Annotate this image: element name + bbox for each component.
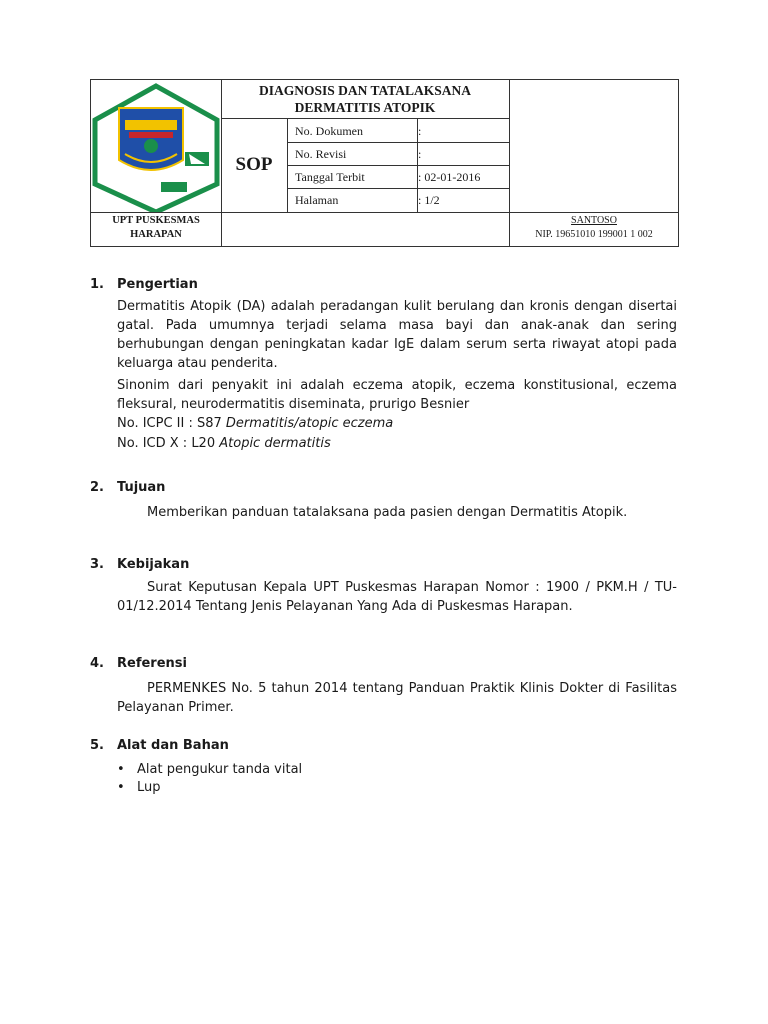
sop-label: SOP [235, 154, 273, 175]
icd-prefix: No. ICD X : L20 [117, 436, 220, 451]
list-item [117, 762, 302, 777]
section-title: Pengertian [117, 277, 198, 292]
icpc-prefix: No. ICPC II : S87 [117, 416, 226, 431]
signer-block [509, 214, 679, 242]
section-number: 2. [90, 480, 104, 495]
icd-name: Atopic dermatitis [219, 436, 331, 451]
section-number: 4. [90, 656, 104, 671]
table-divider [287, 165, 509, 166]
paragraph: Memberikan panduan tatalaksana pada pasien dengan Dermatitis Atopik. [147, 505, 628, 520]
table-divider [91, 212, 678, 213]
org-line-1: UPT PUSKESMAS [112, 215, 200, 226]
section-heading-alat-dan-bahan [90, 738, 229, 753]
paragraph: Surat Keputusan Kepala UPT Puskesmas Harapan Nomor : 1900 / PKM.H / TU-01/12.2014 Tentang Jenis Pelayanan Yang Ada di Puskesmas Harapan. [117, 580, 677, 614]
list-item-text: Lup [137, 780, 161, 795]
org-line-2: HARAPAN [130, 229, 182, 240]
section-number: 5. [90, 738, 104, 753]
icd-code [117, 434, 677, 453]
organization-name [91, 214, 221, 242]
puskesmas-logo [91, 80, 221, 212]
paragraph: PERMENKES No. 5 tahun 2014 tentang Panduan Praktik Klinis Dokter di Fasilitas Pelayanan Primer. [117, 681, 677, 715]
section-heading-referensi [90, 656, 187, 671]
section-number: 1. [90, 277, 104, 292]
meta-value: : 02-01-2016 [418, 170, 481, 184]
document-title [221, 80, 509, 118]
meta-label: Halaman [295, 193, 339, 207]
signer-name: SANTOSO [571, 215, 617, 226]
meta-label: No. Revisi [295, 147, 347, 161]
paragraph: Sinonim dari penyakit ini adalah eczema atopik, eczema konstitusional, eczema fleksural, neurodermatitis diseminata, prurigo Besnier [117, 378, 677, 412]
icpc-code [117, 414, 677, 433]
icpc-name: Dermatitis/atopic eczema [225, 416, 394, 431]
table-divider [287, 142, 509, 143]
bullet-icon: • [117, 780, 125, 795]
sop-header-table [90, 79, 679, 247]
meta-value: : 1/2 [418, 193, 440, 207]
section-title: Referensi [117, 656, 187, 671]
meta-label: Tanggal Terbit [295, 170, 365, 184]
section-title: Tujuan [117, 480, 166, 495]
meta-value: : [418, 147, 422, 161]
section-heading-pengertian [90, 277, 198, 292]
list-item [117, 780, 161, 795]
title-line-2: DERMATITIS ATOPIK [294, 100, 436, 115]
bullet-icon: • [117, 762, 125, 777]
section-title: Kebijakan [117, 557, 190, 572]
section-heading-tujuan [90, 480, 165, 495]
title-line-1: DIAGNOSIS DAN TATALAKSANA [258, 83, 472, 98]
list-item-text: Alat pengukur tanda vital [137, 762, 303, 777]
paragraph: Dermatitis Atopik (DA) adalah peradangan kulit berulang dan kronis dengan disertai gatal. Pada umumnya terjadi selama masa bayi dan anak-anak dan sering berhubungan dengan peningkatan kadar IgE dalam serum serta riwayat atopi pada keluarga atau penderita. [117, 299, 677, 371]
meta-value: : [418, 124, 422, 138]
table-divider [287, 188, 509, 189]
section-number: 3. [90, 557, 104, 572]
meta-label: No. Dokumen [295, 124, 363, 138]
section-heading-kebijakan [90, 557, 189, 572]
section-title: Alat dan Bahan [117, 738, 229, 753]
signer-nip: NIP. 19651010 199001 1 002 [535, 229, 653, 240]
